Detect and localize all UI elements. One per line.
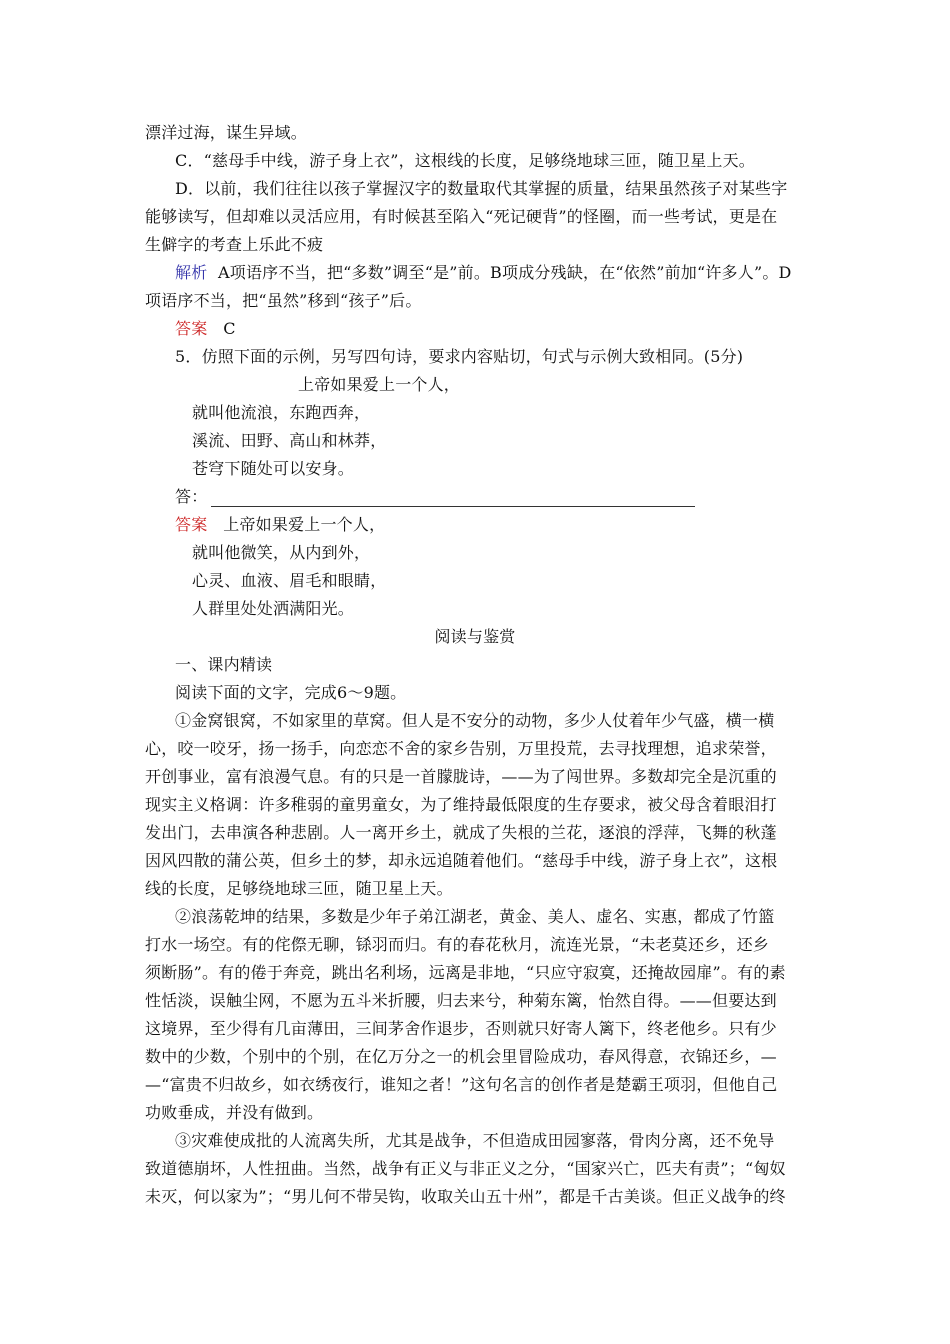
answer-blank[interactable] (211, 492, 695, 507)
answer-line (175, 515, 385, 535)
text-line: 项语序不当，把“虽然”移到“孩子”后。 (145, 291, 422, 310)
paragraph-line: ①金窝银窝，不如家里的草窝。但人是不安分的动物，多少人仗着年少气盛，横一横 (175, 711, 775, 730)
paragraph-line: 开创事业，富有浪漫气息。有的只是一首朦胧诗，——为了闯世界。多数却完全是沉重的 (145, 767, 777, 786)
paragraph-line: 数中的少数，个别中的个别，在亿万分之一的机会里冒险成功，春风得意，衣锦还乡，— (145, 1047, 777, 1066)
question-5: 5．仿照下面的示例，另写四句诗，要求内容贴切，句式与示例大致相同。(5分) (175, 347, 744, 366)
text-line: 漂洋过海，谋生异域。 (145, 123, 308, 142)
poem-line: 心灵、血液、眉毛和眼睛， (192, 571, 387, 590)
paragraph-line: 线的长度，足够绕地球三匝，随卫星上天。 (145, 879, 453, 898)
poem-line: 溪流、田野、高山和林莽， (192, 431, 387, 450)
analysis-text: A项语序不当，把“多数”调至“是”前。B项成分残缺，在“依然”前加“许多人”。D (217, 263, 792, 282)
subsection-heading: 一、课内精读 (175, 655, 273, 674)
paragraph-line: 须断肠”。有的倦于奔竞，跳出名利场，远离是非地，“只应守寂寞，还掩故园扉”。有的素 (145, 963, 786, 982)
option-d: D．以前，我们往往以孩子掌握汉字的数量取代其掌握的质量，结果虽然孩子对某些字 (175, 179, 788, 198)
answer-label: 答案 (175, 319, 208, 338)
paragraph-line: 因风四散的蒲公英，但乡土的梦，却永远追随着他们。“慈母手中线，游子身上衣”，这根 (145, 851, 778, 870)
paragraph-line: 功败垂成，并没有做到。 (145, 1103, 324, 1122)
paragraph-line: 致道德崩坏，人性扭曲。当然，战争有正义与非正义之分，“国家兴亡，匹夫有责”；“匈奴 (145, 1159, 786, 1178)
poem-line: 上帝如果爱上一个人， (298, 375, 461, 394)
paragraph-line: 未灭，何以家为”；“男儿何不带吴钩，收取关山五十州”，都是千古美谈。但正义战争的终 (145, 1187, 786, 1206)
answer-prompt: 答： (175, 487, 208, 506)
paragraph-line: 这境界，至少得有几亩薄田，三间茅舍作退步，否则就只好寄人篱下，终老他乡。只有少 (145, 1019, 777, 1038)
poem-line: 就叫他流浪，东跑西奔， (192, 403, 371, 422)
answer-line (175, 319, 236, 339)
paragraph-line: —“富贵不归故乡，如衣绣夜行，谁知之者！”这句名言的创作者是楚霸王项羽，但他自己 (145, 1075, 778, 1094)
paragraph-line: 心，咬一咬牙，扬一扬手，向恋恋不舍的家乡告别，万里投荒，去寻找理想，追求荣誉， (145, 739, 777, 758)
option-c: C．“慈母手中线，游子身上衣”，这根线的长度，足够绕地球三匝，随卫星上天。 (175, 151, 756, 170)
paragraph-line: 打水一场空。有的侘傺无聊，铩羽而归。有的春花秋月，流连光景，“未老莫还乡，还乡 (145, 935, 769, 954)
analysis-line (175, 263, 792, 283)
analysis-label: 解析 (175, 263, 208, 282)
poem-line: 人群里处处洒满阳光。 (192, 599, 355, 618)
paragraph-line: 发出门，去串演各种悲剧。人一离开乡土，就成了失根的兰花，逐浪的浮萍，飞舞的秋蓬 (145, 823, 777, 842)
paragraph-line: ②浪荡乾坤的结果，多数是少年子弟江湖老，黄金、美人、虚名、实惠，都成了竹篮 (175, 907, 775, 926)
poem-line: 苍穹下随处可以安身。 (192, 459, 355, 478)
text-line: 能够读写，但却难以灵活应用，有时候甚至陷入“死记硬背”的怪圈，而一些考试，更是在 (145, 207, 778, 226)
answer-text: C (223, 319, 236, 338)
text-line: 生僻字的考查上乐此不疲 (145, 235, 324, 254)
answer-text: 上帝如果爱上一个人， (223, 515, 386, 534)
poem-line: 就叫他微笑，从内到外， (192, 543, 371, 562)
answer-label: 答案 (175, 515, 208, 534)
answer-blank-line (175, 487, 695, 507)
paragraph-line: 性恬淡，误触尘网，不愿为五斗米折腰，归去来兮，种菊东篱，怡然自得。——但要达到 (145, 991, 777, 1010)
paragraph-line: 现实主义格调：许多稚弱的童男童女，为了维持最低限度的生存要求，被父母含着眼泪打 (145, 795, 777, 814)
paragraph-line: ③灾难使成批的人流离失所，尤其是战争，不但造成田园寥落，骨肉分离，还不免导 (175, 1131, 775, 1150)
instruction: 阅读下面的文字，完成6～9题。 (175, 683, 407, 702)
section-heading: 阅读与鉴赏 (434, 627, 516, 646)
